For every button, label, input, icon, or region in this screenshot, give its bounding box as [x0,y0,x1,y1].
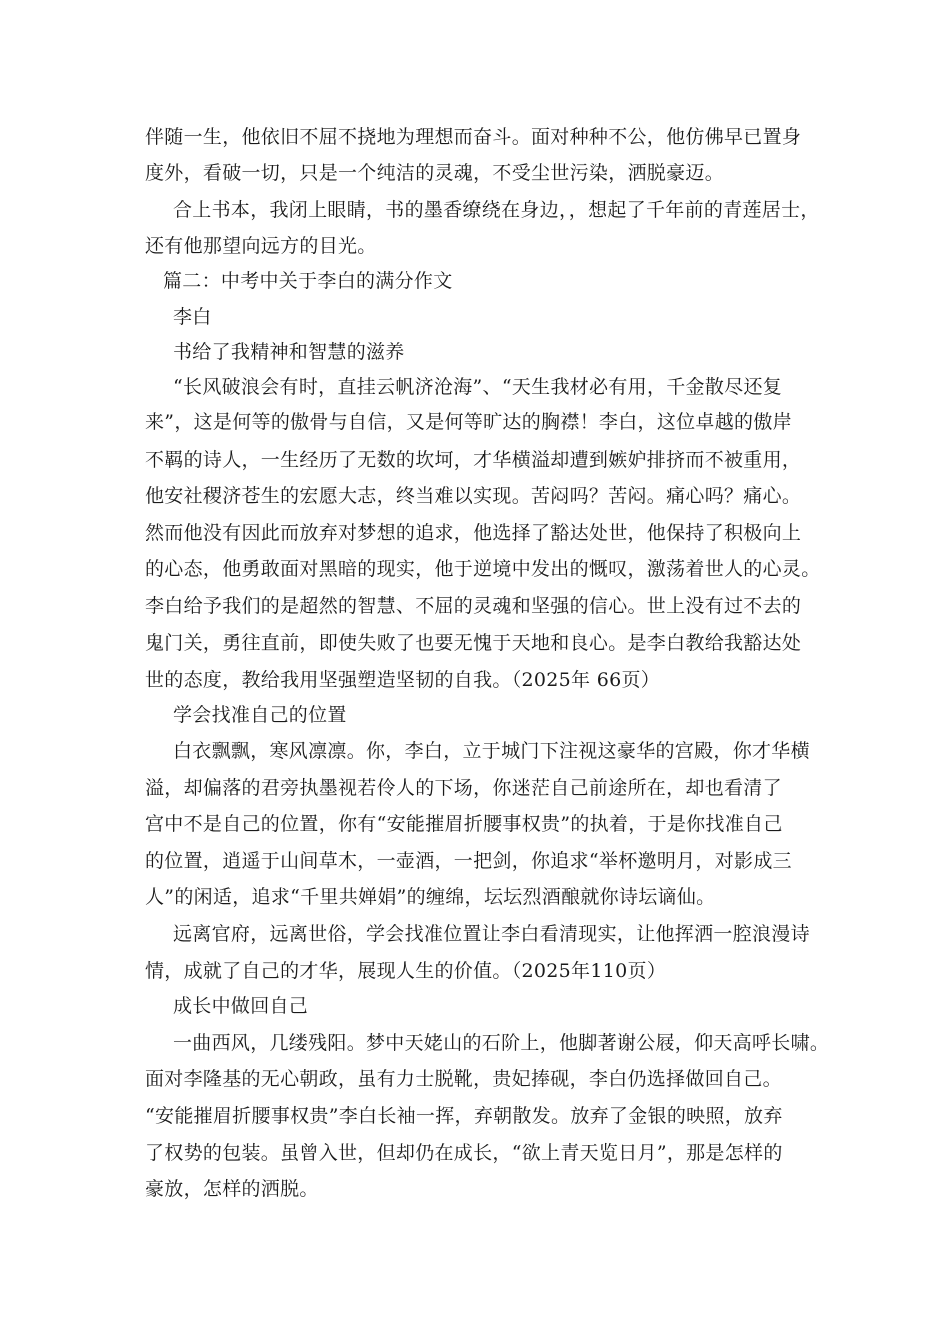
subsection-heading: 成长中做回自己 [173,995,309,1017]
subsection-heading: 书给了我精神和智慧的滋养 [173,341,405,363]
text-line: 世的态度，教给我用坚强塑造坚韧的自我。（2025年 66页） [145,669,661,691]
text-line: 李白给予我们的是超然的智慧、不屈的灵魂和坚强的信心。世上没有过不去的 [145,595,802,617]
text-line: 人”的闲适，追求“千里共婵娟”的缠绵，坛坛烈酒酿就你诗坛谪仙。 [145,886,716,908]
text-line: “长风破浪会有时，直挂云帆济沧海”、“天生我材必有用，千金散尽还复 [173,376,783,398]
essay-title: 李白 [173,306,212,328]
text-line: 一曲西风，几缕残阳。梦中天姥山的石阶上，他脚著谢公屐，仰天高呼长啸。 [173,1032,830,1054]
text-line: 还有他那望向远方的目光。 [145,235,377,257]
text-line: 溢，却偏落的君旁执墨视若伶人的下场，你迷茫自己前途所在，却也看清了 [145,777,782,799]
text-line: 伴随一生，他依旧不屈不挠地为理想而奋斗。面对种种不公，他仿佛早已置身 [145,126,802,148]
text-line: 远离官府，远离世俗，学会找准位置让李白看清现实，让他挥洒一腔浪漫诗 [173,923,810,945]
text-line: 豪放，怎样的洒脱。 [145,1178,319,1200]
section-heading: 篇二：中考中关于李白的满分作文 [163,270,453,292]
text-line: 宫中不是自己的位置，你有“安能摧眉折腰事权贵”的执着，于是你找准自己 [145,813,783,835]
text-line: 他安社稷济苍生的宏愿大志，终当难以实现。苦闷吗？苦闷。痛心吗？痛心。 [145,485,802,507]
text-line: 的心态，他勇敢面对黑暗的现实，他于逆境中发出的慨叹，激荡着世人的心灵。 [145,558,821,580]
text-line: 不羁的诗人，一生经历了无数的坎坷，才华横溢却遭到嫉妒排挤而不被重用， [145,449,802,471]
text-line: “安能摧眉折腰事权贵”李白长袖一挥，弃朝散发。放弃了金银的映照，放弃 [145,1105,783,1127]
text-line: 鬼门关，勇往直前，即使失败了也要无愧于天地和良心。是李白教给我豁达处 [145,632,802,654]
text-line: 了权势的包装。虽曾入世，但却仍在成长，“欲上青天览日月”，那是怎样的 [145,1142,783,1164]
text-line: 来”，这是何等的傲骨与自信，又是何等旷达的胸襟！李白，这位卓越的傲岸 [145,411,792,433]
subsection-heading: 学会找准自己的位置 [173,704,347,726]
text-line: 合上书本，我闭上眼睛，书的墨香缭绕在身边，，想起了千年前的青莲居士， [173,199,820,221]
text-line: 然而他没有因此而放弃对梦想的追求，他选择了豁达处世，他保持了积极向上 [145,522,802,544]
text-line: 度外，看破一切，只是一个纯洁的灵魂，不受尘世污染，洒脱豪迈。 [145,162,725,184]
text-line: 情，成就了自己的才华，展现人生的价值。（2025年110页） [145,960,667,982]
text-line: 白衣飘飘，寒风凛凛。你，李白，立于城门下注视这豪华的宫殿，你才华横 [173,740,810,762]
text-line: 面对李隆基的无心朝政，虽有力士脱靴，贵妃捧砚，李白仍选择做回自己。 [145,1068,782,1090]
text-line: 的位置，逍遥于山间草木，一壶酒，一把剑，你追求“举杯邀明月，对影成三 [145,850,792,872]
